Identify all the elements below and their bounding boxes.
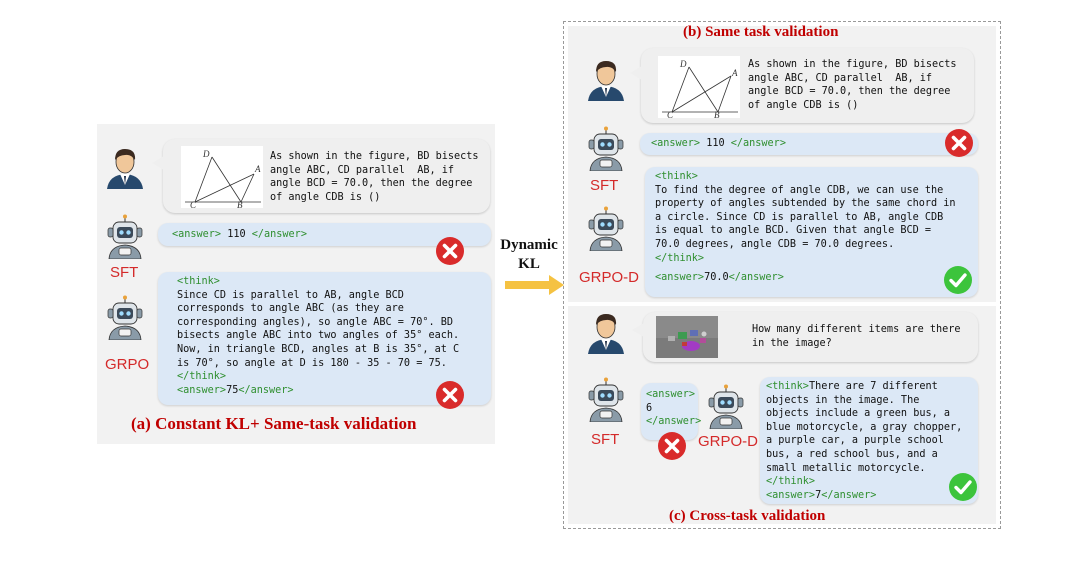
reasoning-line: small metallic motorcycle. (766, 462, 926, 474)
answer-open-tag: <answer> (655, 272, 705, 284)
panel-b-title: (b) Same task validation (683, 24, 839, 40)
answer-close-tag: </answer> (821, 489, 877, 501)
grpo-label: GRPO-D (579, 269, 639, 286)
bubble-pointer (632, 323, 644, 337)
answer-value: 7 (815, 489, 822, 501)
question-line: of angle CDB is () (748, 99, 859, 111)
sft-answer (646, 388, 701, 429)
answer-open-tag: <answer> (172, 229, 222, 240)
reasoning-line: objects in the image. The (766, 394, 920, 406)
wrong-icon (657, 431, 687, 461)
point-label: C (667, 110, 674, 118)
reasoning-line: Now, in triangle BCD, angles at B is 35°, at C (177, 343, 460, 355)
think-open-tag: <think> (766, 381, 809, 392)
question-line: angle ABC, CD parallel AB, if (748, 72, 933, 84)
question-line: angle BCD = 70.0, then the degree (748, 86, 951, 98)
reasoning-line: a circle. Since CD is parallel to AB, angle CDB (655, 211, 944, 223)
think-close-tag: </think> (766, 476, 816, 488)
point-label: B (714, 110, 720, 118)
reasoning-line: There are 7 different (808, 381, 938, 392)
correct-icon (943, 265, 973, 295)
geometry-figure (181, 146, 263, 208)
point-label: D (680, 59, 687, 69)
answer-value: 110 (700, 138, 731, 149)
grpo-reasoning (766, 380, 962, 502)
question-text (748, 58, 957, 112)
answer-open-tag: <answer> (766, 489, 816, 501)
question-line: angle ABC, CD parallel AB, if (270, 164, 455, 176)
wrong-icon (944, 128, 974, 158)
robot-icon (584, 205, 628, 251)
answer-close-tag: </answer> (646, 416, 702, 428)
sft-answer (172, 228, 307, 242)
user-avatar-icon (584, 310, 628, 354)
answer-close-tag: </answer> (730, 138, 786, 149)
point-label: D (203, 149, 210, 159)
robot-icon (584, 125, 628, 171)
answer-close-tag: </answer> (238, 384, 294, 396)
think-close-tag: </think> (655, 252, 705, 264)
answer-value: 6 (646, 402, 653, 414)
question-line: angle BCD = 70.0, then the degree (270, 178, 473, 190)
dynamic-kl-arrow (505, 274, 565, 296)
answer-open-tag: <answer> (177, 384, 227, 396)
think-close-tag: </think> (177, 371, 227, 383)
answer-value: 70.0 (704, 272, 729, 284)
question-line: in the image? (752, 337, 832, 349)
reasoning-line: corresponding angles), so angle ABC = 70°. BD (177, 316, 454, 328)
arrow-label (496, 236, 562, 274)
reasoning-line: a purple car, a purple school (766, 435, 944, 447)
reasoning-line: Since CD is parallel to AB, angle BCD (177, 289, 404, 301)
answer-close-tag: </answer> (728, 272, 784, 284)
reasoning-line: objects include a green bus, a (766, 408, 951, 420)
question-line: of angle CDB is () (270, 191, 381, 203)
panel-c-caption: (c) Cross-task validation (669, 508, 826, 524)
sft-label: SFT (591, 431, 620, 448)
reasoning-line: property of angles subtended by the same chord in (655, 198, 956, 210)
sft-label: SFT (110, 264, 139, 281)
robot-icon (103, 213, 147, 259)
reasoning-line: bus, a red school bus, and a (766, 448, 938, 460)
wrong-icon (435, 380, 465, 410)
answer-close-tag: </answer> (251, 229, 307, 240)
think-open-tag: <think> (655, 171, 698, 182)
panel-a-caption: (a) Constant KL+ Same-task validation (131, 414, 417, 433)
reasoning-line: is 70°, so angle at D is 180 - 35 - 70 = 75. (177, 357, 447, 369)
question-text (270, 150, 479, 204)
arrow-label-line: KL (518, 256, 540, 272)
question-line: As shown in the figure, BD bisects (748, 59, 957, 70)
grpo-label: GRPO (105, 356, 150, 373)
scene-image (656, 316, 718, 358)
reasoning-line: blue motorcycle, a gray chopper, (766, 421, 963, 433)
point-label: A (255, 164, 261, 174)
question-text (752, 323, 961, 350)
point-label: B (237, 200, 243, 208)
sft-label: SFT (590, 177, 619, 194)
user-avatar-icon (103, 145, 147, 189)
bubble-pointer (152, 156, 164, 170)
reasoning-line: is equal to angle BCD. Given that angle BCD = (655, 225, 932, 237)
sft-answer (651, 137, 786, 151)
robot-icon (103, 294, 147, 340)
question-line: How many different items are there (752, 324, 961, 335)
answer-value: 75 (226, 384, 239, 396)
grpo-reasoning (655, 170, 956, 285)
correct-icon (948, 472, 978, 502)
answer-open-tag: <answer> (651, 138, 701, 149)
reasoning-line: bisects angle ABC into two angles of 35° each. (177, 330, 460, 342)
grpo-reasoning (177, 275, 459, 397)
answer-open-tag: <answer> (646, 389, 696, 400)
question-line: As shown in the figure, BD bisects (270, 151, 479, 162)
answer-value: 110 (221, 229, 252, 240)
geometry-figure (658, 56, 740, 118)
point-label: C (190, 200, 197, 208)
reasoning-line: corresponds to angle ABC (as they are (177, 303, 404, 315)
reasoning-line: 70.0 degrees, angle CDB = 70.0 degrees. (655, 238, 895, 250)
robot-icon (584, 376, 628, 422)
grpo-label: GRPO-D (698, 433, 758, 450)
point-label: A (732, 68, 738, 78)
robot-icon (704, 383, 748, 429)
user-avatar-icon (584, 57, 628, 101)
reasoning-line: To find the degree of angle CDB, we can use the (655, 184, 944, 196)
wrong-icon (435, 236, 465, 266)
arrow-label-line: Dynamic (500, 237, 558, 253)
bubble-pointer (630, 66, 642, 80)
think-open-tag: <think> (177, 276, 220, 287)
